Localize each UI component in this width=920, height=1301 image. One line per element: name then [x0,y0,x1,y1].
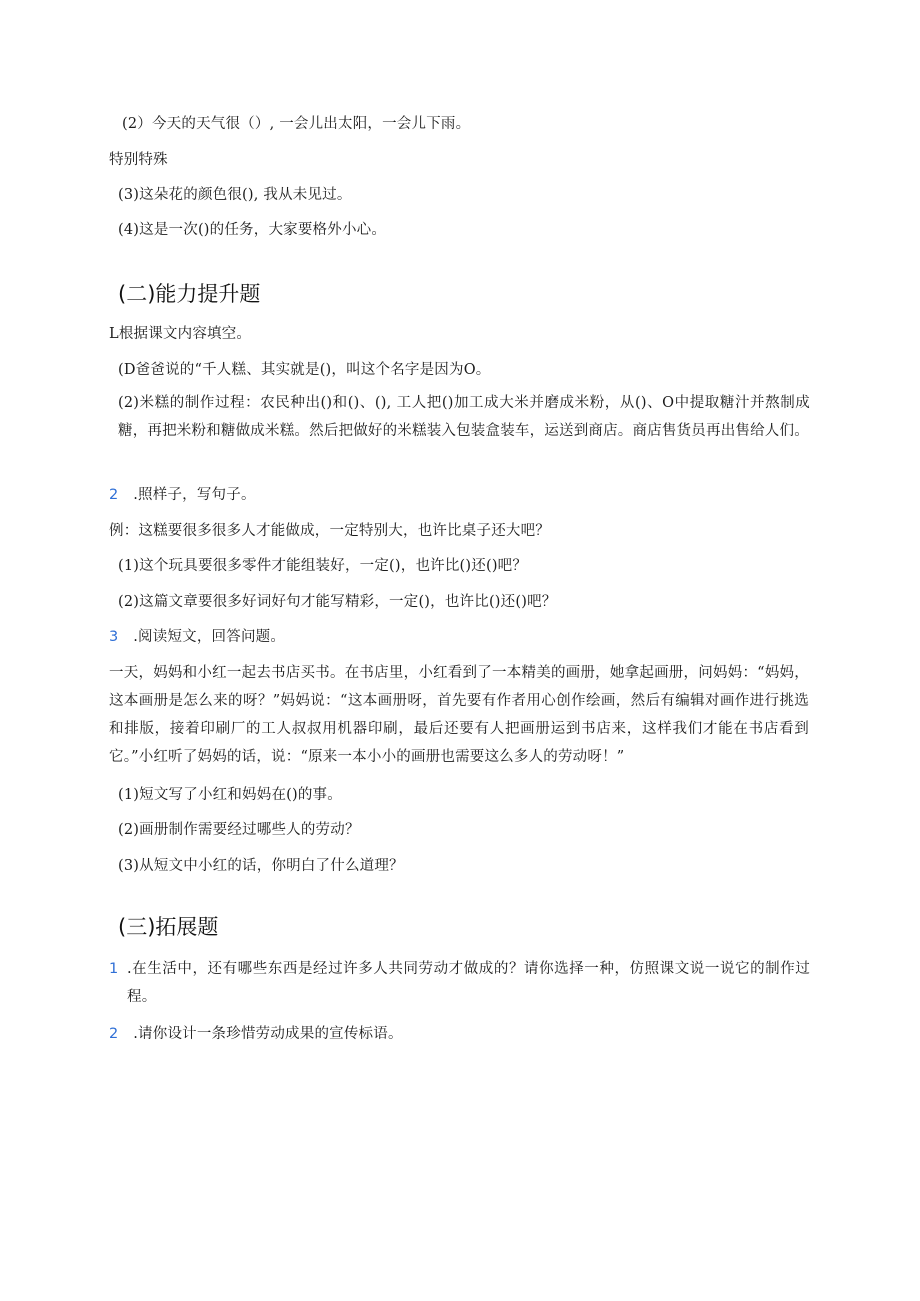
extension-task-1-number: 1 [109,961,119,977]
extension-task-2 [109,1024,403,1044]
task-2-header [109,485,256,505]
task-3-title: .阅读短文，回答问题。 [133,629,286,645]
task-3-number: 3 [109,629,119,645]
section-heading-extension: (三)拓展题 [118,915,219,939]
task-3-question-2: (2)画册制作需要经过哪些人的劳动？ [118,822,360,838]
question-3-flower: (3)这朵花的颜色很(), 我从未见过。 [118,187,352,203]
word-pair-tebie-teshu: 特别特殊 [109,152,168,168]
task-2-title: .照样子，写句子。 [133,487,256,503]
task-2-number: 2 [109,487,119,503]
question-2-weather: (2）今天的天气很（）, 一会儿出太阳，一会儿下雨。 [122,116,471,132]
task-3-header [109,627,285,647]
task-3-question-1: (1)短文写了小红和妈妈在()的事。 [118,787,342,803]
task-2-example: 例：这糕要很多很多人才能做成，一定特别大，也许比桌子还大吧？ [109,523,550,539]
section-heading-ability: (二)能力提升题 [118,282,261,306]
extension-task-1-text: .在生活中，还有哪些东西是经过许多人共同劳动才做成的？请你选择一种，仿照课文说一说它的制作过程。 [127,961,810,1005]
extension-task-2-number: 2 [109,1026,119,1042]
question-4-task: (4)这是一次()的任务，大家要格外小心。 [118,222,387,238]
task-3-question-3: (3)从短文中小红的话，你明白了什么道理？ [118,858,404,874]
task-1-question-1: (D爸爸说的“千人糕、其实就是()，叫这个名字是因为O。 [118,362,491,378]
task-1-question-2: (2)米糕的制作过程：农民种出()和()、(), 工人把()加工成大米并磨成米粉，从()、O中提取糖汁并熬制成糖，再把米粉和糖做成米糕。然后把做好的米糕装入包装盒装车，运送到商店。商店售货员再出售给人们。 [118,395,810,439]
extension-task-1-number-wrap [109,959,118,979]
task-2-question-2: (2)这篇文章要很多好词好句才能写精彩，一定()，也许比()还()吧？ [118,594,557,610]
reading-passage: 一天，妈妈和小红一起去书店买书。在书店里，小红看到了一本精美的画册，她拿起画册，问妈妈：“妈妈，这本画册是怎么来的呀？”妈妈说：“这本画册呀，首先要有作者用心创作绘画，然后有编辑对画作进行挑选和排版，接着印刷厂的工人叔叔用机器印刷，最后还要有人把画册运到书店来，这样我们才能在书店看到它。”小红听了妈妈的话，说：“原来一本小小的画册也需要这么多人的劳动呀！” [109,665,809,765]
extension-task-2-text: .请你设计一条珍惜劳动成果的宣传标语。 [133,1026,403,1042]
task-1-title: L根据课文内容填空。 [109,326,252,342]
task-2-question-1: (1)这个玩具要很多零件才能组装好，一定()，也许比()还()吧？ [118,558,528,574]
